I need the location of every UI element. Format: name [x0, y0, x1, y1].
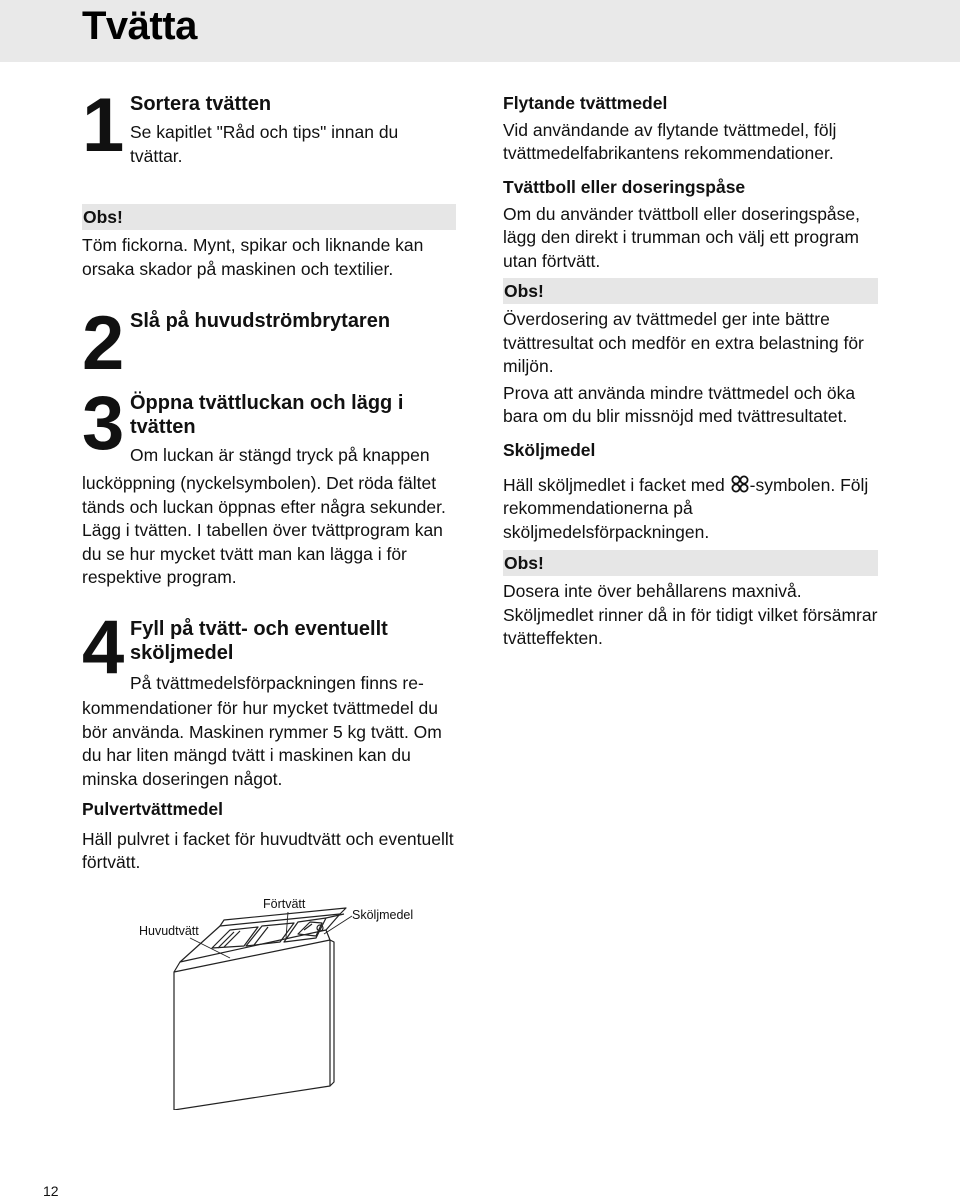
- step-4-title-line2: sköljmedel: [130, 642, 234, 664]
- skoljmedel-text-after: -symbolen. Följ rekommendationerna på sköljmedelsförpackningen.: [503, 474, 869, 542]
- step-3-text-line1: Om luckan är stängd tryck på knappen: [130, 445, 430, 465]
- step-1-number: 1: [82, 83, 123, 168]
- step-4-text: kommendationer för hur mycket tvättmedel du bör använda. Maskinen rymmer 5 kg tvätt. Om du har liten mängd tvätt i maskinen kan du minska doseringen något.: [82, 698, 442, 789]
- step-1-text: Se kapitlet "Råd och tips" innan du tvättar.: [130, 122, 399, 166]
- label-fortvatt: Förtvätt: [263, 897, 306, 911]
- step-4-text-line1: På tvättmedelsförpackningen finns re-: [130, 673, 424, 693]
- pulver-text: Häll pulvret i facket för huvudtvätt och eventuellt förtvätt.: [82, 828, 454, 872]
- step-3-title-line1: Öppna tvättluckan och lägg i: [130, 392, 404, 414]
- tvattboll-heading: Tvättboll eller doseringspåse: [503, 177, 746, 197]
- flytande-text: Vid användande av flytande tvättmedel, följ tvättmedelfabrikantens rekommendationer.: [503, 119, 837, 163]
- page-number: 12: [43, 1183, 59, 1199]
- obs-text-1: Töm fickorna. Mynt, spikar och liknande kan orsaka skador på maskinen och textilier.: [82, 235, 424, 279]
- step-4-title-line1: Fyll på tvätt- och eventuellt: [130, 618, 388, 640]
- label-skoljmedel: Sköljmedel: [352, 908, 414, 922]
- obs-text-2b: Prova att använda mindre tvättmedel och öka bara om du blir missnöjd med tvättresultatet.: [503, 382, 856, 426]
- step-3-title-line2: tvätten: [130, 416, 196, 438]
- page-title: Tvätta: [82, 4, 197, 48]
- tvattboll-text: Om du använder tvättboll eller doseringspåse, lägg den direkt i trumman och välj ett program utan förtvätt.: [503, 203, 861, 271]
- leader-fortvatt: [286, 912, 288, 938]
- step-3-number: 3: [82, 381, 123, 466]
- skoljmedel-text-before: Häll sköljmedlet i facket med: [503, 474, 730, 495]
- leader-huvudtvatt: [190, 938, 230, 958]
- pulver-heading: Pulvertvättmedel: [82, 799, 224, 819]
- step-3-text: lucköppning (nyckelsymbolen). Det röda fältet tänds och luckan öppnas efter några sekunder. Lägg i tvätten. I tabellen över tvättprogram kan du se hur mycket tvätt man kan lägga i för respektive program.: [82, 473, 446, 587]
- obs-text-2a: Överdosering av tvättmedel ger inte bättre tvättresultat och medför en extra belastning för miljön.: [503, 309, 864, 376]
- skoljmedel-heading: Sköljmedel: [503, 440, 596, 460]
- obs-label-2: Obs!: [503, 278, 878, 304]
- label-huvudtvatt: Huvudtvätt: [139, 924, 199, 938]
- step-4-number: 4: [82, 605, 123, 690]
- leader-skoljmedel: [324, 916, 352, 934]
- obs-text-3: Dosera inte över behållarens maxnivå. Sköljmedlet rinner då in för tidigt vilket försämrar tvätteffekten.: [503, 581, 878, 648]
- obs-label-1: Obs!: [82, 204, 456, 230]
- flytande-heading: Flytande tvättmedel: [503, 93, 668, 113]
- obs-label-3: Obs!: [503, 550, 878, 576]
- step-1-title: Sortera tvätten: [130, 93, 272, 115]
- step-2-title: Slå på huvudströmbrytaren: [130, 310, 391, 332]
- step-2-number: 2: [82, 301, 123, 386]
